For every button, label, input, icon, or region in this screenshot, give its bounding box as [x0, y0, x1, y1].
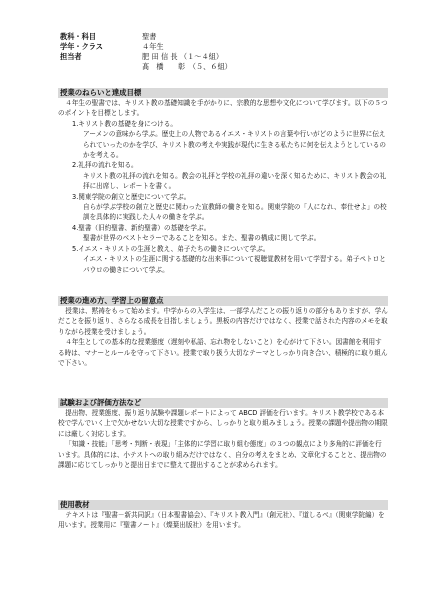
grade-label: 学年・クラス	[60, 42, 103, 51]
goal-4-text: 聖書が世界のベストセラーであることを知る。また、聖書の構成に関して学ぶ。	[83, 234, 321, 243]
teacher-row	[60, 52, 390, 62]
grade-value: ４年生	[142, 42, 164, 51]
textbook-heading: 使用教材	[58, 500, 388, 510]
goals-section	[58, 88, 388, 275]
method-paragraph-1: 授業は、黙祷をもって始めます。中学からの入学生は、一部学んだことの振り返りの部分もありますが、学んだことを振り返り、さらなる成長を目指しましょう。黒板の内容だけではなく、授業で話された内容のメモを取りながら授業を受けましょう。	[58, 307, 388, 336]
evaluation-paragraph-1: 提出物、授業態度、振り返り試験や課題レポートによって ABCD 評価を行います。キリスト教学校である本校で学んでいく上で欠かせない大切な授業ですから、しっかりと取り組みましょう。授業の課題や提出物の期限には厳しく対応します。	[58, 409, 388, 438]
goal-3-title: 3.関東学院の創立と歴史について学ぶ。	[72, 192, 191, 201]
subject-row	[60, 32, 390, 42]
evaluation-heading: 試験および評価方法など	[58, 398, 388, 408]
goal-5-title: 5.イエス・キリストの生涯と教え、弟子たちの働きについて学ぶ。	[72, 244, 270, 253]
goal-2-title: 2.礼拝の流れを知る。	[72, 161, 138, 170]
subject-value: 聖書	[142, 32, 157, 41]
goal-4-title: 4.聖書（旧約聖書、新約聖書）の基礎を学ぶ。	[72, 223, 211, 232]
evaluation-section	[58, 398, 388, 470]
goal-3-text: 自らが学ぶ学校の創立と歴史に関わった宣教師の働きを知る。関東学院の「人になれ、奉仕せよ」の校訓を具体的に実践した人々の働きを学ぶ。	[83, 203, 387, 222]
method-section	[58, 296, 388, 368]
teacher-name-1: 肥 田 信 長 （１～４組）	[142, 52, 224, 61]
evaluation-paragraph-2: 「知識・技能」「思考・判断・表現」「主体的に学習に取り組む態度」の３つの観点により多角的に評価を行います。具体的には、小テストへの取り組みだけではなく、自分の考えをまとめ、文章化することと、提出物の課題に応じてしっかりと提出日までに整えて提出することが求められます。	[58, 440, 387, 470]
textbook-section	[58, 500, 388, 531]
goal-1-title: 1.キリスト教の基礎を身につける。	[72, 119, 177, 128]
goal-1-text: アーメンの意味から学ぶ。歴史上の人物であるイエス・キリストの言葉や行いがどのように世界に伝えられていったのかを学び、キリスト教の考えや実践が現代に生きる私たちに何を伝えようとしているのかを考える。	[83, 130, 386, 160]
goal-5-text: イエス・キリストの生涯に関する基礎的な出来事について視聴覚教材を用いて学習する。弟子ペトロとパウロの働きについて学ぶ。	[83, 255, 386, 274]
goals-heading: 授業のねらいと達成目標	[58, 88, 388, 98]
grade-row	[60, 42, 390, 52]
goals-intro: ４年生の聖書では、キリスト教の基礎知識を手がかりに、宗教的な思想や文化について学びます。以下の５つのポイントを目標とします。	[58, 99, 388, 118]
textbook-paragraph: テキストは『聖書－新共同訳』（日本聖書協会）、『キリスト教入門』（創元社）、『道しるべ』（関東学院編）を用います。授業用に『聖書ノート』（燦葉出版社）を用います。	[58, 511, 385, 530]
teacher-label: 担当者	[60, 52, 82, 61]
teacher-name-2: 髙 橋 彰 （５、６組）	[142, 62, 232, 71]
subject-label: 教科・科目	[60, 32, 96, 41]
course-info	[60, 32, 390, 72]
method-paragraph-2: ４年生としての基本的な授業態度（遅刻や私語、忘れ物をしないこと）を心がけて下さい。図書館を利用する時は、マナーとルールを守って下さい。授業で取り扱う大切なテーマとしっかり向き合い、積極的に取り組んで下さい。	[58, 338, 388, 368]
method-heading: 授業の進め方、学習上の留意点	[58, 296, 388, 306]
goal-2-text: キリスト教の礼拝の流れを知る。教会の礼拝と学校の礼拝の違いを深く知るために、キリスト教会の礼拝に出席し、レポートを書く。	[83, 171, 387, 191]
